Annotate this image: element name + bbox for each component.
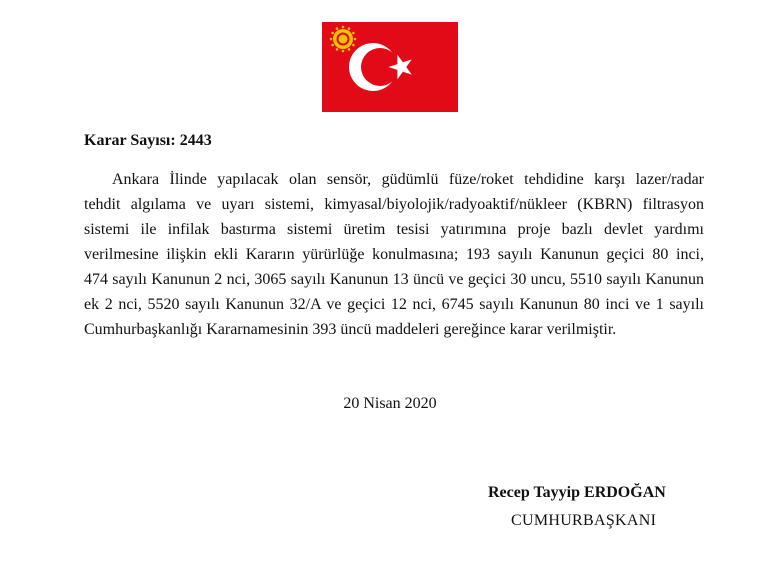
body-line: 474 sayılı Kanunun 2 nci, 3065 sayılı Kanunun 13 üncü ve geçici 30 uncu, 5510 sayılı Kanunun [84,271,704,288]
presidential-flag-icon [322,22,458,112]
decision-number [84,132,212,150]
body-line: Ankara İlinde yapılacak olan sensör, güdümlü füze/roket tehdidine karşı lazer/radar [112,171,704,188]
decision-date: 20 Nisan 2020 [343,395,437,412]
decision-number-value: 2443 [179,132,212,149]
body-line: verilmesine ilişkin ekli Kararın yürürlüğe konulmasına; 193 sayılı Kanunun geçici 80 inci, [84,246,704,263]
signatory-name: Recep Tayyip ERDOĞAN [488,484,666,501]
decision-label: Karar Sayısı: [84,132,176,149]
body-line: Cumhurbaşkanlığı Kararnamesinin 393 üncü maddeleri gereğince karar verilmiştir. [84,321,617,338]
decision-body [84,167,704,342]
body-line: ek 2 nci, 5520 sayılı Kanunun 32/A ve geçici 12 nci, 6745 sayılı Kanunun 80 inci ve 1 sayılı [84,296,704,313]
body-line: sistemi ile infilak bastırma sistemi üretim tesisi yatırımına proje bazlı devlet yardımı [84,221,704,238]
body-line: tehdit algılama ve uyarı sistemi, kimyasal/biyolojik/radyoaktif/nükleer (KBRN) filtrasyon [84,196,704,213]
signatory-title: CUMHURBAŞKANI [511,512,657,529]
